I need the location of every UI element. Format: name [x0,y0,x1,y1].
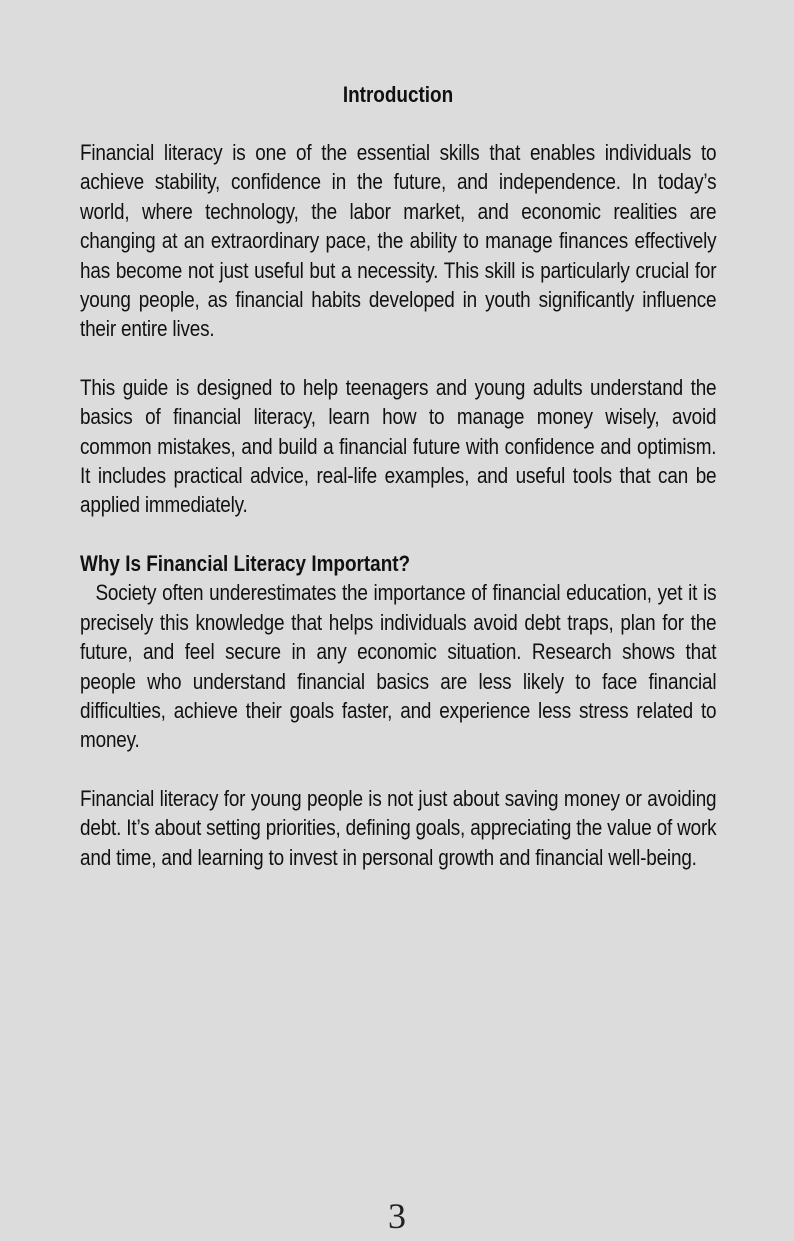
importance-paragraph-text: Society often underestimates the importance of financial education, yet it is precisely this knowledge that helps individuals avoid debt traps, plan for the future, and feel secure in any economic situation. Research shows that people who understand financial basics are less likely to face financial difficulties, achieve their goals faster, and experience less stress related to money. [80,580,717,753]
section-heading [80,549,716,578]
young-people-paragraph [80,784,716,872]
intro-paragraph-text: Financial literacy is one of the essential skills that enables individuals to achieve stability, confidence in the future, and independence. In today’s world, where technology, the labor market, and economic realities are changing at an extraordinary pace, the ability to manage finances effectively has become not just useful but a necessity. This skill is particularly crucial for young people, as financial habits developed in youth significantly influence their entire lives. [80,140,717,342]
guide-purpose-paragraph-text: This guide is designed to help teenagers and young adults understand the basics of financial literacy, learn how to manage money wisely, avoid common mistakes, and build a financial future with confidence and optimism. It includes practical advice, real-life examples, and useful tools that can be applied immediately. [80,374,717,518]
guide-purpose-paragraph [80,373,716,520]
intro-paragraph [80,138,716,344]
page-number: 3 [388,1196,406,1236]
section-heading-text: Why Is Financial Literacy Important? [80,550,411,576]
importance-paragraph [80,578,716,754]
young-people-paragraph-text: Financial literacy for young people is not just about saving money or avoiding debt. It’s about setting priorities, defining goals, appreciating the value of work and time, and learning to invest in personal growth and financial well-being. [80,785,717,870]
page-content [80,80,716,901]
page-title: Introduction [342,82,454,107]
